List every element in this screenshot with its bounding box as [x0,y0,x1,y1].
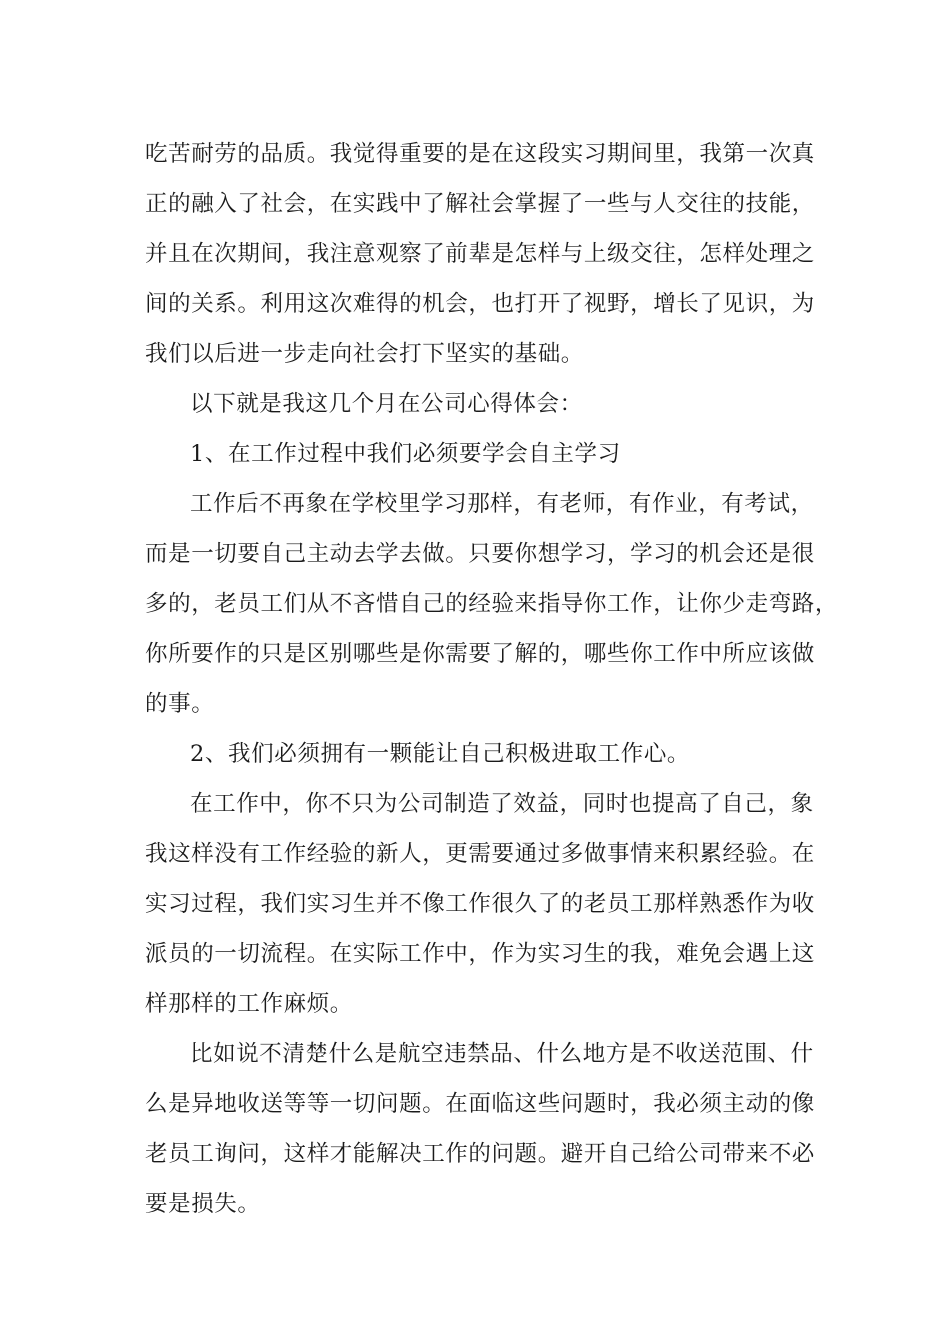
paragraph-line: 多的，老员工们从不吝惜自己的经验来指导你工作，让你少走弯路， [145,591,839,617]
paragraph-line: 样那样的工作麻烦。 [145,991,353,1017]
paragraph-line: 比如说不清楚什么是航空违禁品、什么地方是不收送范围、什 [190,1041,814,1067]
section-heading: 1、在工作过程中我们必须要学会自主学习 [190,441,621,467]
paragraph-line: 我这样没有工作经验的新人，更需要通过多做事情来积累经验。在 [145,841,815,867]
paragraph-line: 么是异地收送等等一切问题。在面临这些问题时，我必须主动的像 [145,1091,815,1117]
paragraph-line: 要是损失。 [145,1191,261,1217]
paragraph-line: 老员工询问，这样才能解决工作的问题。避开自己给公司带来不必 [145,1141,815,1167]
paragraph-line: 在工作中，你不只为公司制造了效益，同时也提高了自己，象 [190,791,814,817]
paragraph-line: 并且在次期间，我注意观察了前辈是怎样与上级交往，怎样处理之 [145,241,815,267]
paragraph-line: 我们以后进一步走向社会打下坚实的基础。 [145,341,584,367]
paragraph-line: 而是一切要自己主动去学去做。只要你想学习，学习的机会还是很 [145,541,815,567]
paragraph-line: 吃苦耐劳的品质。我觉得重要的是在这段实习期间里，我第一次真 [145,141,815,167]
paragraph-line: 以下就是我这几个月在公司心得体会： [190,391,583,417]
paragraph-line: 的事。 [145,691,215,717]
section-heading: 2、我们必须拥有一颗能让自己积极进取工作心。 [190,741,691,767]
paragraph-line: 实习过程，我们实习生并不像工作很久了的老员工那样熟悉作为收 [145,891,815,917]
paragraph-line: 派员的一切流程。在实际工作中，作为实习生的我，难免会遇上这 [145,941,815,967]
paragraph-line: 正的融入了社会，在实践中了解社会掌握了一些与人交往的技能， [145,191,815,217]
paragraph-line: 工作后不再象在学校里学习那样，有老师，有作业，有考试， [190,491,814,517]
paragraph-line: 间的关系。利用这次难得的机会，也打开了视野，增长了见识，为 [145,291,815,317]
paragraph-line: 你所要作的只是区别哪些是你需要了解的，哪些你工作中所应该做 [145,641,815,667]
